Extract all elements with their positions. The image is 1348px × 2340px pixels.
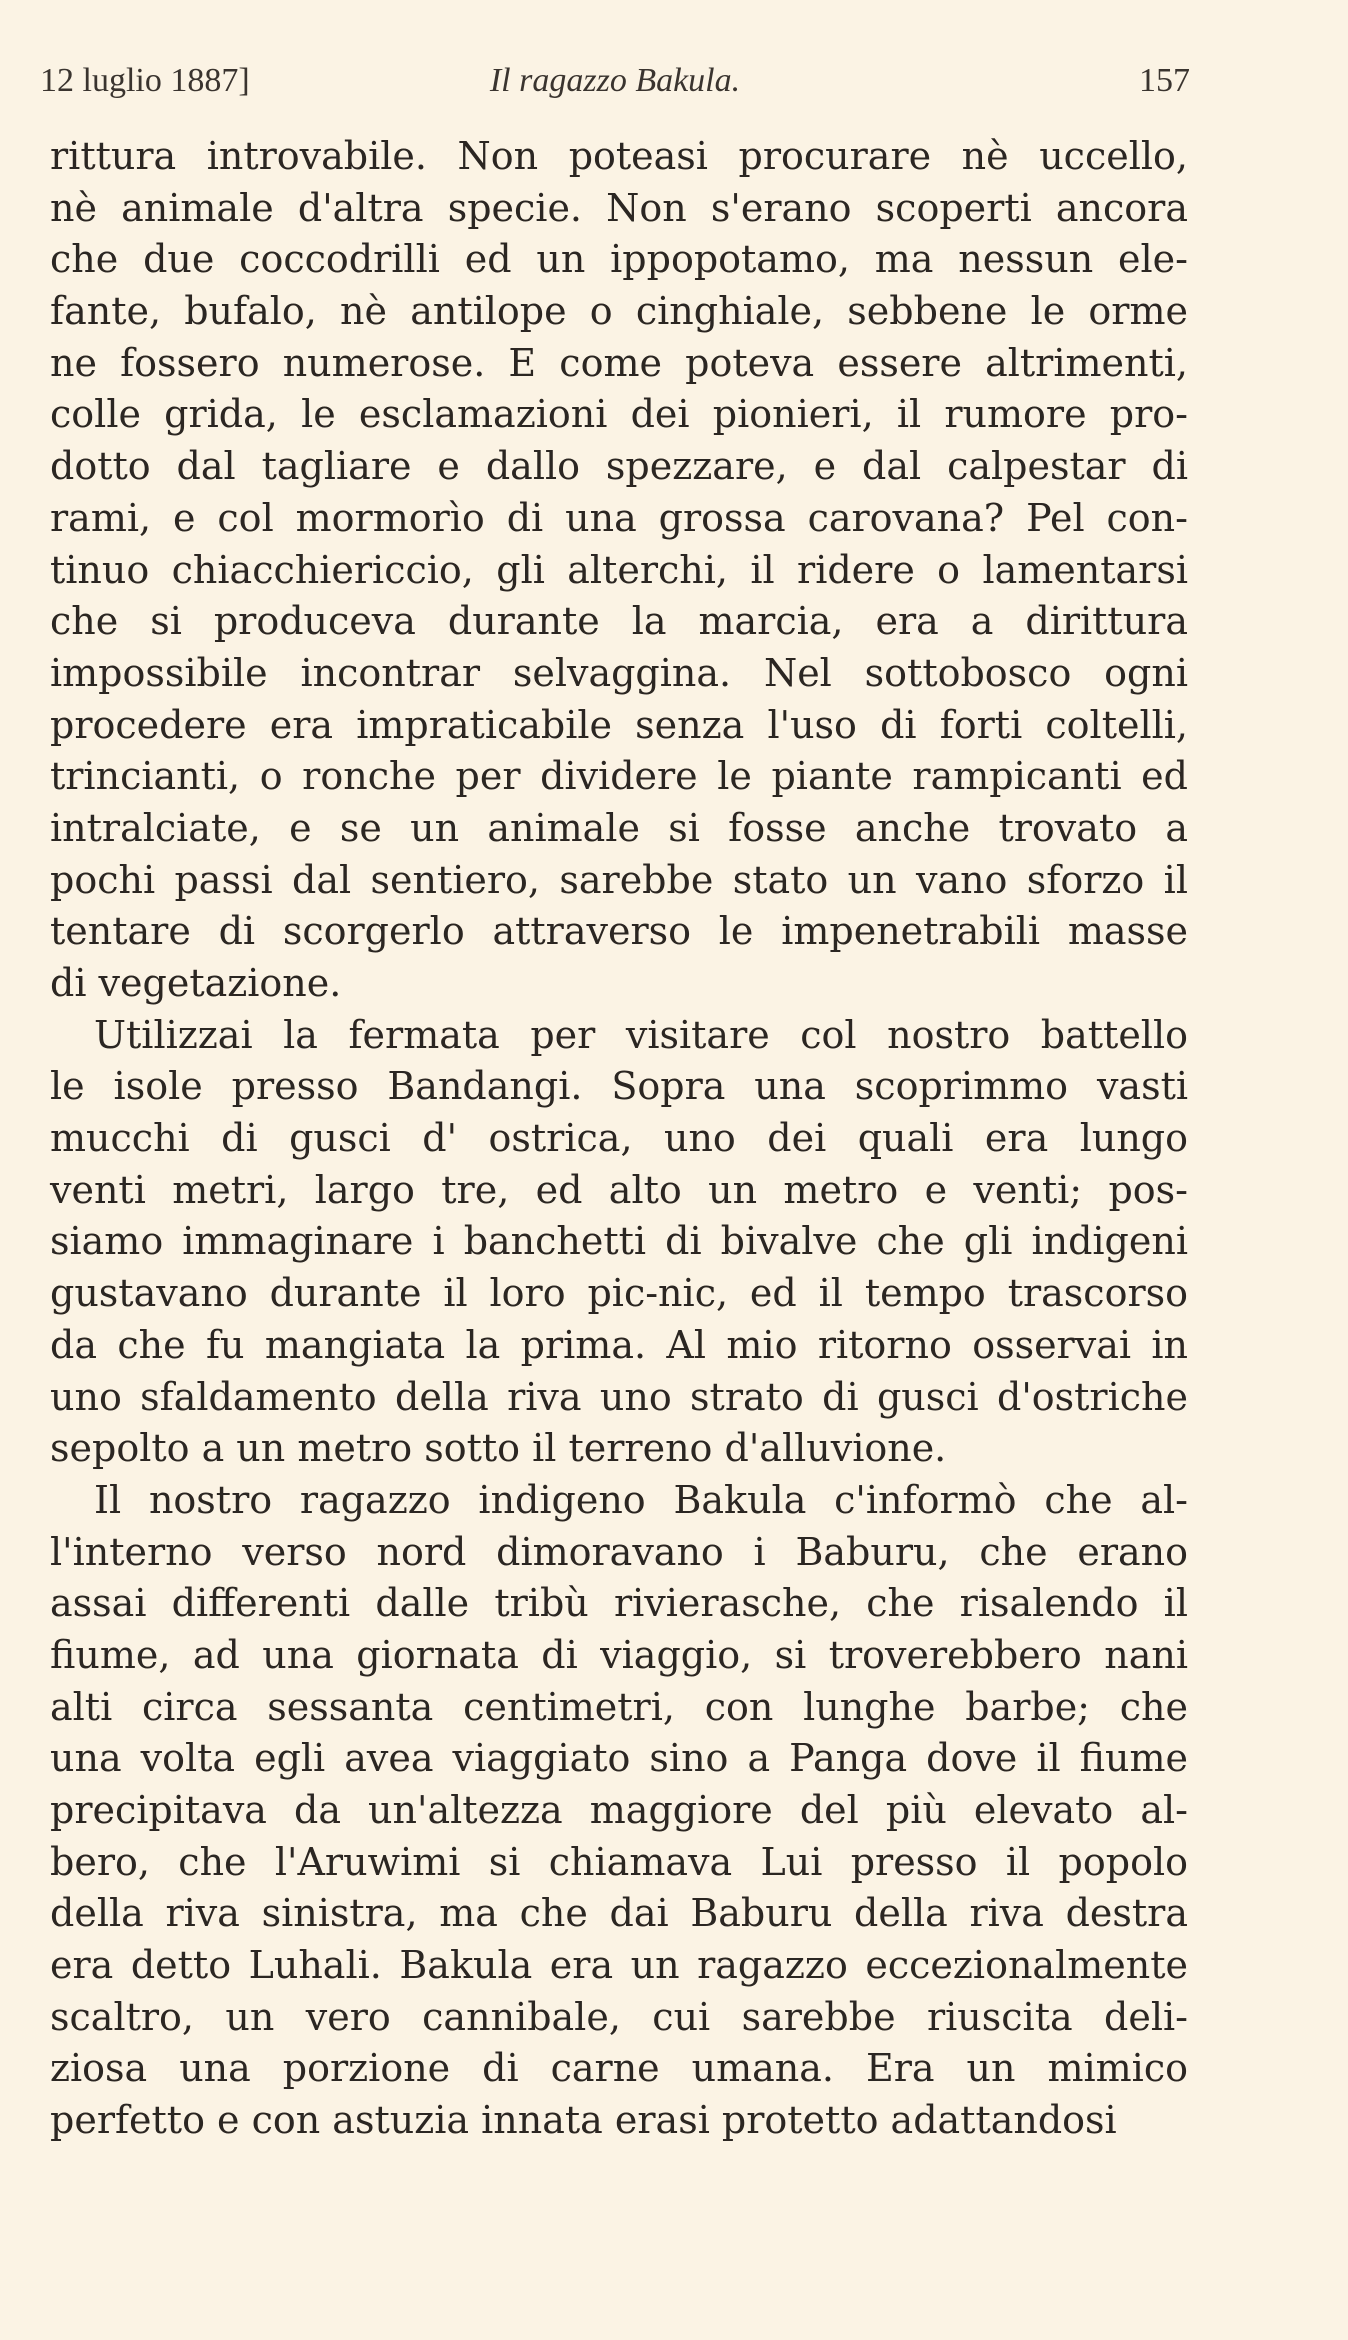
text-line: da che fu mangiata la prima. Al mio ritorno osservai in <box>50 1322 1188 1367</box>
running-header <box>40 62 1190 112</box>
text-line: una volta egli avea viaggiato sino a Panga dove il fiume <box>50 1736 1188 1781</box>
text-line: bero, che l'Aruwimi si chiamava Lui presso il popolo <box>50 1839 1188 1884</box>
text-line: fiume, ad una giornata di viaggio, si troverebbero nani <box>50 1632 1188 1677</box>
text-line: intralciate, e se un animale si fosse anche trovato a <box>50 805 1188 850</box>
text-line: alti circa sessanta centimetri, con lunghe barbe; che <box>50 1684 1188 1729</box>
text-line: della riva sinistra, ma che dai Baburu della riva destra <box>50 1891 1188 1936</box>
paragraph <box>50 1475 1188 2147</box>
text-line: che si produceva durante la marcia, era a dirittura <box>50 599 1188 644</box>
text-line: perfetto e con astuzia innata erasi protetto adattandosi <box>50 2098 1117 2143</box>
text-line: che due coccodrilli ed un ippopotamo, ma nessun ele- <box>50 237 1188 282</box>
header-date: 12 luglio 1887] <box>40 62 250 99</box>
text-line: scaltro, un vero cannibale, cui sarebbe riuscita deli- <box>50 1994 1188 2039</box>
text-line: ziosa una porzione di carne umana. Era un mimico <box>50 2046 1188 2091</box>
text-line: rami, e col mormorìo di una grossa carovana? Pel con- <box>50 495 1188 540</box>
text-line: tentare di scorgerlo attraverso le impenetrabili masse <box>50 909 1188 954</box>
text-line: procedere era impraticabile senza l'uso di forti coltelli, <box>50 702 1188 747</box>
text-line: dotto dal tagliare e dallo spezzare, e dal calpestar di <box>50 444 1188 489</box>
text-line: Il nostro ragazzo indigeno Bakula c'informò che al- <box>94 1477 1188 1522</box>
text-line: sepolto a un metro sotto il terreno d'alluvione. <box>50 1426 947 1471</box>
text-line: di vegetazione. <box>50 961 342 1005</box>
text-line: l'interno verso nord dimoravano i Baburu, che erano <box>50 1529 1188 1574</box>
text-line: impossibile incontrar selvaggina. Nel sottobosco ogni <box>50 650 1188 695</box>
running-title: Il ragazzo Bakula. <box>489 62 741 99</box>
text-line: uno sfaldamento della riva uno strato di gusci d'ostriche <box>50 1374 1188 1419</box>
paragraph <box>50 1010 1188 1475</box>
text-line: gustavano durante il loro pic-nic, ed il tempo trascorso <box>50 1271 1188 1316</box>
text-line: tinuo chiacchiericcio, gli alterchi, il ridere o lamentarsi <box>50 547 1188 592</box>
text-line: venti metri, largo tre, ed alto un metro e venti; pos- <box>50 1167 1188 1212</box>
paragraph <box>50 131 1188 1010</box>
text-line: era detto Luhali. Bakula era un ragazzo eccezionalmente <box>50 1943 1188 1988</box>
text-line: nè animale d'altra specie. Non s'erano scoperti ancora <box>50 185 1188 230</box>
text-line: Utilizzai la fermata per visitare col nostro battello <box>94 1012 1188 1057</box>
text-line: precipitava da un'altezza maggiore del più elevato al- <box>50 1788 1188 1832</box>
text-line: le isole presso Bandangi. Sopra una scoprimmo vasti <box>50 1064 1188 1109</box>
text-line: ne fossero numerose. E come poteva essere altrimenti, <box>50 340 1188 385</box>
text-line: fante, bufalo, nè antilope o cinghiale, sebbene le orme <box>50 289 1188 334</box>
text-line: mucchi di gusci d' ostrica, uno dei quali era lungo <box>50 1116 1188 1161</box>
body-text <box>50 131 1188 2147</box>
text-line: trincianti, o ronche per dividere le piante rampicanti ed <box>50 754 1188 799</box>
text-line: siamo immaginare i banchetti di bivalve che gli indigeni <box>50 1219 1188 1264</box>
text-line: assai differenti dalle tribù rivierasche, che risalendo il <box>50 1581 1188 1626</box>
text-line: pochi passi dal sentiero, sarebbe stato un vano sforzo il <box>50 857 1188 902</box>
page-number: 157 <box>1139 62 1190 99</box>
text-line: colle grida, le esclamazioni dei pionieri, il rumore pro- <box>50 392 1188 437</box>
text-line: rittura introvabile. Non poteasi procurare nè uccello, <box>50 134 1188 178</box>
